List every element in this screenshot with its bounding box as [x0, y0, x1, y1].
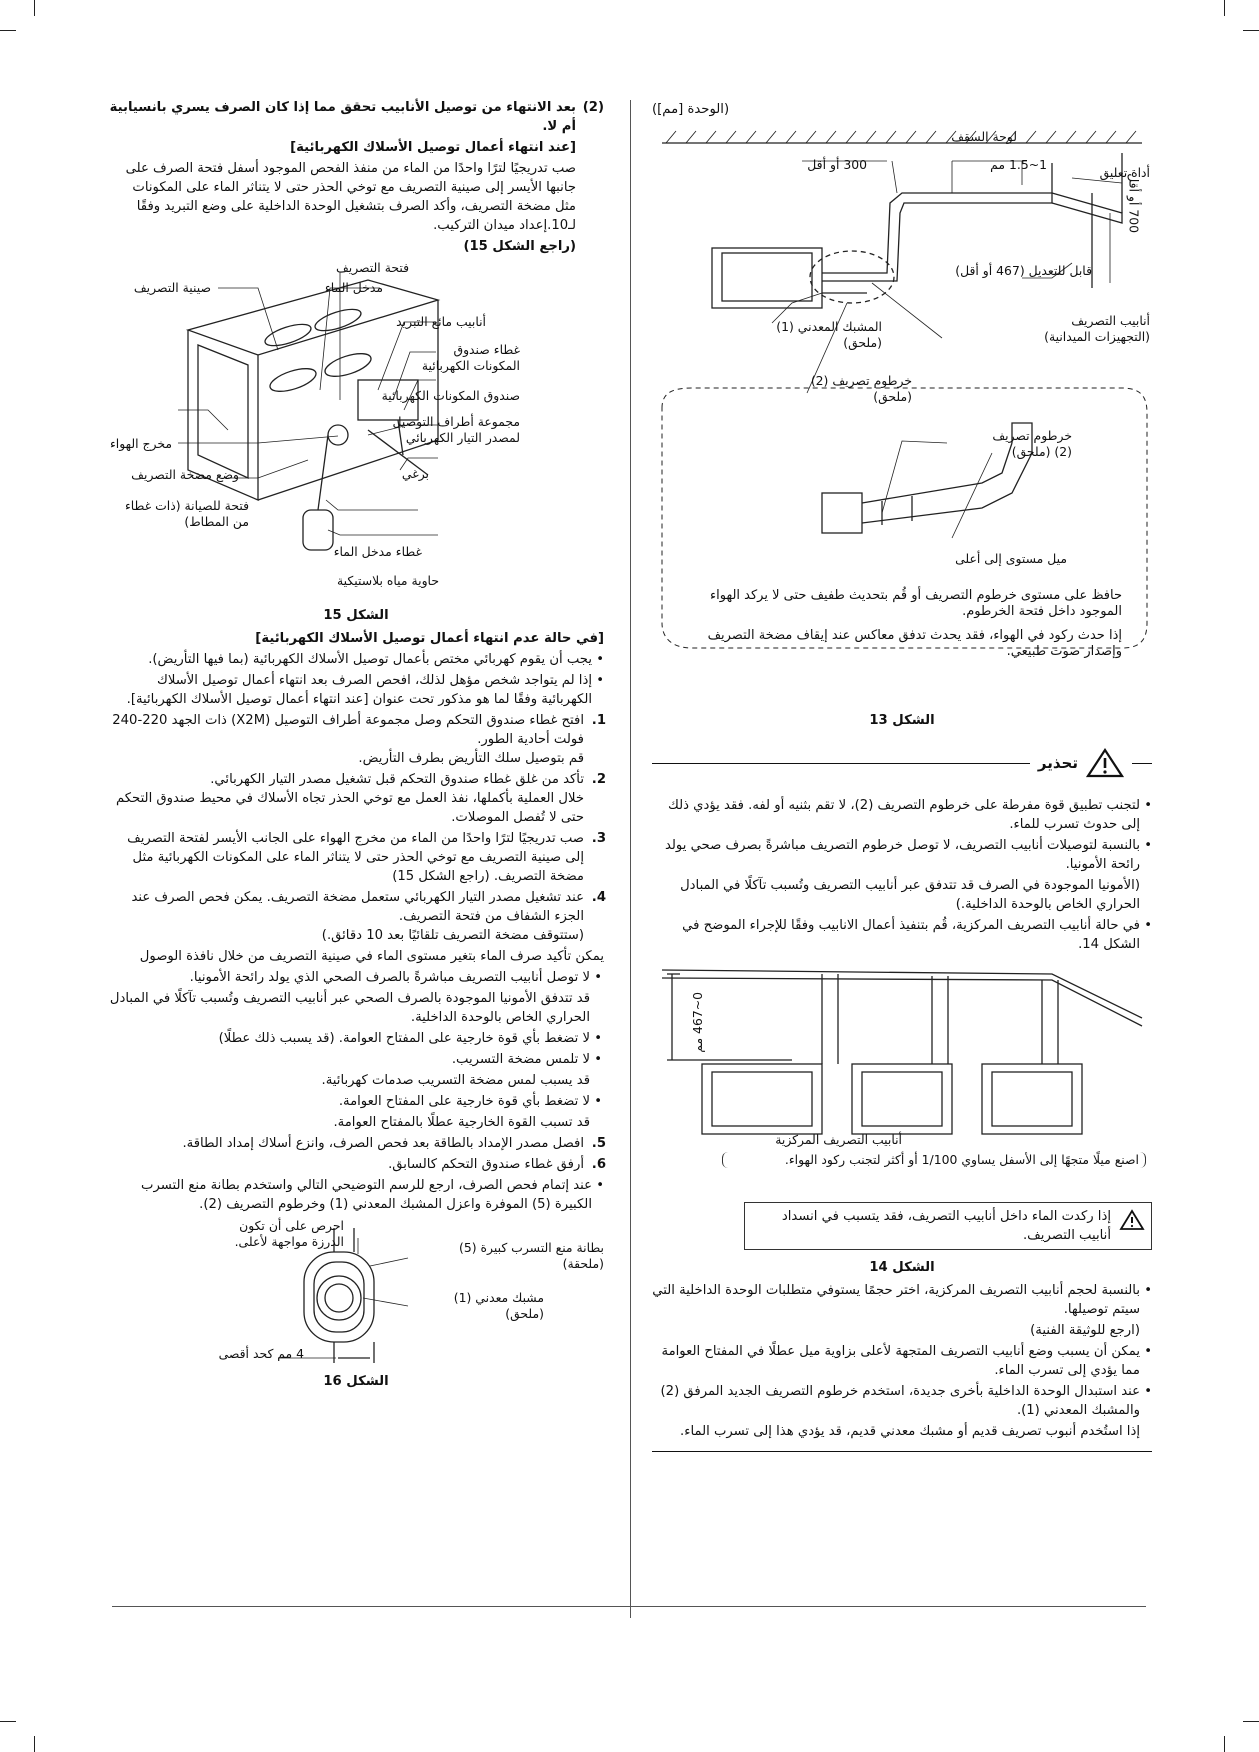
step2-ref: (راجع الشكل 15): [463, 239, 576, 254]
ceiling-hatch: [666, 131, 1136, 143]
step-item: [108, 829, 606, 886]
step-extra: قم بتوصيل سلك التأريض بطرف التأريض.: [358, 751, 584, 766]
step2-number: (2): [582, 100, 604, 115]
label-sealing-pad: بطانة منع التسرب كبيرة (5) (ملحقة): [459, 1240, 604, 1271]
label-pump-position: وضع مضخة التصريف: [131, 467, 239, 482]
label-drain-pan: صينية التصريف: [133, 280, 211, 295]
note-sub: قد تسبب القوة الخارجية عطلًا بالمفتاح العوامة.: [333, 1115, 590, 1130]
no-wiring-bullet: • إذا لم يتواجد شخص مؤهل لذلك، افحص الصرف بعد انتهاء أعمال توصيل الأسلاك الكهربائية وفقًا لما هو مذكور تحت عنوان [عند انتهاء أعمال توصيل الأسلاك الكهربائية].: [108, 671, 592, 709]
caution-header: [652, 748, 1152, 778]
figure-15: [108, 260, 604, 602]
step2-body: صب تدريجيًا لترًا واحدًا من الماء من منفذ الفحص الموجود أسفل فتحة الصرف على جانبها الأيسر إلى صينية التصريف مع توخي الحذر حتى لا يتناثر الماء على المكونات مثل مضخة التصريف، وأكد الصرف بتشغيل الوحدة الداخلية على وضع التبريد وفقًا لـ10.إعداد ميدان التركيب.: [125, 161, 576, 233]
warning-text: إذا ركدت الماء داخل أنابيب التصريف، فقد يتسبب في انسداد أنابيب التصريف.: [781, 1209, 1111, 1243]
step2-heading: بعد الانتهاء من توصيل الأنابيب تحقق مما إذا كان الصرف يسري بانسيابية أم لا.: [109, 100, 576, 134]
note-item: • لا تلمس مضخة التسريب.: [108, 1050, 590, 1069]
confirm-text: يمكن تأكيد صرف الماء بتغير مستوى الماء في صينية التصريف من خلال نافذة الوصول: [139, 949, 604, 964]
label-terminal-block: مجموعة أطراف التوصيل لمصدر التيار الكهربائي: [392, 414, 520, 445]
label-incline: ميل مستوى إلى أعلى: [955, 551, 1067, 566]
label-hose: خرطوم تصريف (2) (ملحق): [810, 373, 912, 404]
caution-line: [1132, 763, 1152, 764]
label-dim700: 700 أو أقل: [1127, 173, 1142, 233]
step-number: 6.: [591, 1157, 606, 1172]
label-dim300: 300 أو أقل: [807, 157, 867, 172]
crop-mark: [0, 30, 16, 31]
no-wiring-bullets: [108, 650, 604, 709]
label-screw: برغي: [401, 466, 429, 481]
no-wiring-steps: [108, 711, 604, 945]
step-item: [108, 888, 606, 945]
step-item: [108, 1155, 606, 1174]
label-ebox: صندوق المكونات الكهربائية: [381, 388, 520, 403]
figure-14: [652, 964, 1152, 1196]
label-slope: اصنع ميلًا متجهًا إلى الأسفل يساوي 1/100 أو أكثر لتجنب ركود الهواء.: [722, 1152, 1146, 1168]
note-item: • لا توصل أنابيب التصريف مباشرةً بالصرف الصحي الذي يولد رائحة الأمونيا.: [108, 968, 590, 987]
caution-sub: (الأمونيا الموجودة في الصرف قد تتدفق عبر أنابيب التصريف وتُسبب تآكلًا في المبادل الحراري الخاص بالوحدة الداخلية.): [680, 878, 1140, 912]
step-number: 3.: [591, 831, 606, 846]
label-air-outlet: مخرج الهواء: [109, 436, 172, 451]
stagnant-water-warning: [744, 1202, 1152, 1250]
caution-bullet: • في حالة أنابيب التصريف المركزية، قُم بتنفيذ أعمال الانابيب وفقًا للإجراء الموضح في الشكل 14.: [652, 916, 1140, 954]
label-container: حاوية مياه بلاستيكية: [337, 573, 439, 588]
step-text: أرفق غطاء صندوق التحكم كالسابق.: [388, 1157, 584, 1172]
section-end-rule: [652, 1451, 1152, 1452]
step2-subheading: [عند انتهاء أعمال توصيل الأسلاك الكهربائية]: [290, 140, 576, 155]
step-text: صب تدريجيًا لترًا واحدًا من الماء من مخرج الهواء على الجانب الأيسر لفتحة التصريف إلى صينية التصريف مع توخي الحذر حتى لا يتناثر الماء على المكونات الكهربائية مثل مضخة التصريف. (راجع الشكل 15): [127, 831, 584, 884]
label-refrigerant-pipes: أنابيب مائع التبريد: [396, 314, 486, 329]
step-extra: (ستتوقف مضخة التصريف تلقائيًا بعد 10 دقائق.): [321, 928, 584, 943]
step-item: [108, 770, 606, 827]
figure-14-caption: الشكل 14: [869, 1260, 935, 1275]
step-text: افصل مصدر الإمداد بالطاقة بعد فحص الصرف، وانزع أسلاك إمداد الطاقة.: [182, 1136, 584, 1151]
right-bullet: • بالنسبة لحجم أنابيب التصريف المركزية، اختر حجمًا يستوفي متطلبات الوحدة الداخلية التي سيتم توصيلها.: [652, 1281, 1140, 1319]
label-drain-pipes: أنابيب التصريف (التجهيزات الميدانية): [1044, 313, 1150, 344]
figure-16: [108, 1218, 604, 1368]
column-divider: [630, 100, 631, 1618]
label-dim15: 1~1.5 مم: [990, 157, 1047, 172]
caution-bullets: [652, 796, 1152, 954]
label-drain-opening: فتحة التصريف: [335, 260, 409, 275]
final-steps: [108, 1134, 604, 1174]
right-bullets: [652, 1281, 1152, 1441]
right-bullet: • يمكن أن يسبب وضع أنابيب التصريف المتجهة لأعلى بزاوية ميل عطلًا في المفتاح العوامة مما يؤدي إلى تسرب الماء.: [652, 1342, 1140, 1380]
warning-icon: [1119, 1209, 1145, 1231]
step-extra: خلال العملية بأكملها، نفذ العمل مع توخي الحذر تجاه الأسلاك في محيط صندوق التحكم حتى لا تُفصل الموصلات.: [116, 791, 584, 825]
step-item: [108, 711, 606, 768]
figure-13-caption: الشكل 13: [869, 713, 935, 728]
caution-bullet: • لتجنب تطبيق قوة مفرطة على خرطوم التصريف (2)، لا تقم بثنيه أو لفه. فقد يؤدي ذلك إلى حدوث تسرب للماء.: [652, 796, 1140, 834]
label-service-hole: فتحة للصيانة (ذات غطاء من المطاط): [124, 498, 249, 529]
figure-16-caption: الشكل 16: [323, 1374, 389, 1389]
crop-mark: [1243, 30, 1259, 31]
label-central-pipes: أنابيب التصريف المركزية: [775, 1132, 902, 1147]
no-wiring-heading: [في حالة عدم انتهاء أعمال توصيل الأسلاك الكهربائية]: [255, 631, 604, 646]
label-seam-up: احرص على أن تكون الدرزة مواجهة لأعلى.: [234, 1218, 344, 1249]
label-max: 4 مم كحد أقصى: [218, 1346, 304, 1361]
caution-icon: [1086, 748, 1124, 778]
label-water-inlet: مدخل الماء: [324, 280, 383, 295]
right-bullet: • عند استبدال الوحدة الداخلية بأخرى جديدة، استخدم خرطوم التصريف الجديد المرفق (2) والمشبك المعدني (1).: [652, 1382, 1140, 1420]
label-clamp: المشبك المعدني (1) (ملحق): [776, 319, 882, 350]
note-sub: قد تتدفق الأمونيا الموجودة بالصرف الصحي عبر أنابيب التصريف وتُسبب تآكلًا في المبادل الحراري الخاص بالوحدة الداخلية.: [109, 991, 590, 1025]
left-column: [108, 98, 604, 1395]
step-number: 4.: [591, 890, 606, 905]
label-ceiling: لوحة السقف: [951, 129, 1017, 144]
crop-mark: [34, 1736, 35, 1752]
figure-15-caption: الشكل 15: [323, 608, 389, 623]
step-text: افتح غطاء صندوق التحكم وصل مجموعة أطراف التوصيل (X2M) ذات الجهد 220-240 فولت أحادية الطور.: [112, 713, 584, 747]
label-ebox-cover: غطاء صندوق المكونات الكهربائية: [421, 342, 520, 373]
label-clamp: مشبك معدني (1) (ملحق): [453, 1290, 544, 1321]
right-column: [652, 100, 1152, 1452]
label-hanging: أداة تعليق: [1099, 165, 1150, 180]
caution-line: [652, 763, 1030, 764]
footer-rule: [112, 1606, 1146, 1607]
label-dim-467: 0~467 مم: [690, 992, 705, 1053]
step-number: 5.: [591, 1136, 606, 1151]
no-wiring-bullet: • يجب أن يقوم كهربائي مختص بأعمال توصيل الأسلاك الكهربائية (بما فيها التأريض).: [108, 650, 592, 669]
label-inlet-cover: غطاء مدخل الماء: [333, 544, 422, 559]
note-item: • لا تضغط بأي قوة خارجية على المفتاح العوامة.: [108, 1092, 590, 1111]
crop-mark: [34, 0, 35, 16]
note-backflow: إذا حدث ركود في الهواء، فقد يحدث تدفق معاكس عند إيقاف مضخة التصريف وإصدار صوت طبيعي.: [707, 628, 1122, 659]
notes-list: [108, 968, 604, 1132]
step-text: تأكد من غلق غطاء صندوق التحكم قبل تشغيل مصدر التيار الكهربائي.: [210, 772, 584, 787]
crop-mark: [1224, 1736, 1225, 1752]
caution-bullet: • بالنسبة لتوصيلات أنابيب التصريف، لا توصل خرطوم التصريف مباشرةً بصرف صحي يولد رائحة الأمونيا.: [652, 836, 1140, 874]
note-air: حافظ على مستوى خرطوم التصريف أو قُم بتحديث طفيف حتى لا يركد الهواء الموجود داخل فتحة الخرطوم.: [710, 588, 1122, 619]
step2-block: [108, 98, 604, 256]
step-item: [108, 1134, 606, 1153]
crop-mark: [1224, 0, 1225, 16]
caution-title: تحذير: [1037, 753, 1078, 772]
crop-mark: [0, 1721, 16, 1722]
final-bullets: [108, 1176, 604, 1214]
step-text: عند تشغيل مصدر التيار الكهربائي ستعمل مضخة التصريف. يمكن فحص الصرف عند الجزء الشفاف من فتحة التصريف.: [131, 890, 584, 924]
unit-note: (الوحدة [مم]): [652, 102, 730, 117]
final-bullet: • عند إتمام فحص الصرف، ارجع للرسم التوضيحي التالي واستخدم بطانة منع التسرب الكبيرة (5) الموفرة واعزل المشبك المعدني (1) وخرطوم التصريف (2).: [108, 1176, 592, 1214]
label-adjustable: قابل للتعديل (467 أو أقل): [955, 263, 1092, 278]
note-sub: قد يسبب لمس مضخة التسريب صدمات كهربائية.: [321, 1073, 590, 1088]
note-item: • لا تضغط بأي قوة خارجية على المفتاح العوامة. (قد يسبب ذلك عطلًا): [108, 1029, 590, 1048]
step-number: 1.: [591, 713, 606, 728]
crop-mark: [1243, 1721, 1259, 1722]
right-sub: (ارجع للوثيقة الفنية): [1030, 1323, 1140, 1338]
right-sub: إذا استُخدم أنبوب تصريف قديم أو مشبك معدني قديم، قد يؤدي هذا إلى تسرب الماء.: [680, 1424, 1140, 1439]
step-number: 2.: [591, 772, 606, 787]
label-hose2: خرطوم تصريف (2) (ملحق): [992, 428, 1072, 459]
figure-13: [652, 123, 1152, 751]
